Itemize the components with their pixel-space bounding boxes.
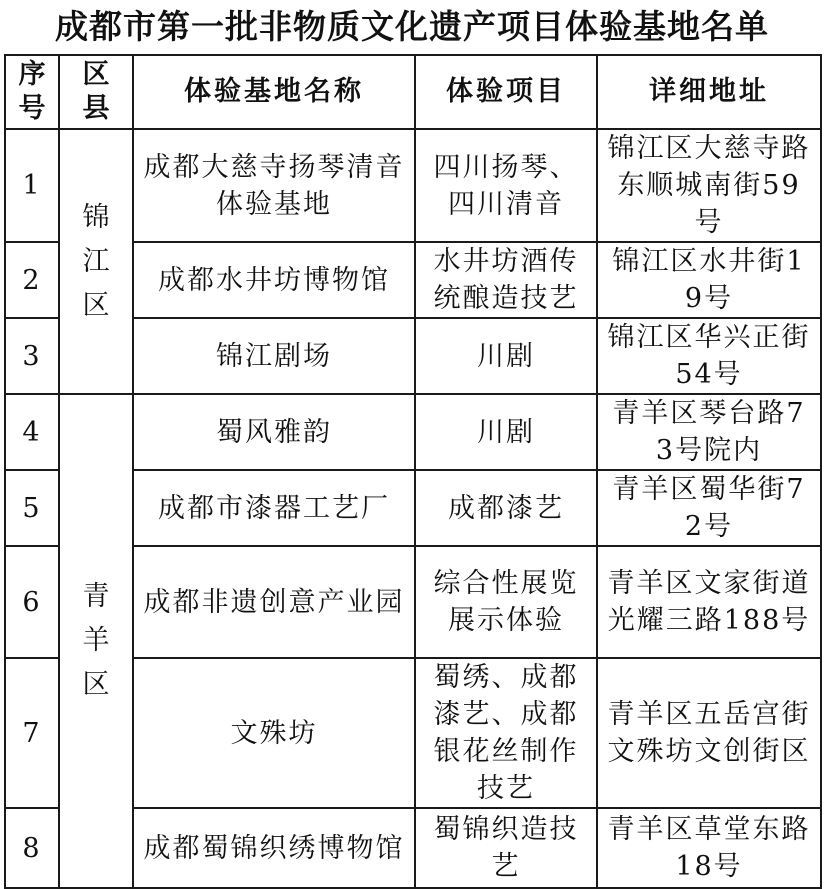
- experience-item: 水井坊酒传统酿造技艺: [415, 242, 597, 318]
- district-cell-qingyang: 青羊区: [59, 394, 133, 888]
- header-item: 体验项目: [415, 55, 597, 129]
- address: 青羊区文家街道光耀三路188号: [597, 546, 821, 658]
- address: 青羊区五岳宫街文殊坊文创街区: [597, 658, 821, 808]
- row-number: 4: [5, 394, 59, 470]
- experience-item: 四川扬琴、四川清音: [415, 129, 597, 242]
- experience-base-table: [4, 54, 822, 889]
- header-district: 区县: [59, 55, 133, 129]
- row-number: 7: [5, 658, 59, 808]
- row-number: 8: [5, 808, 59, 888]
- row-number: 5: [5, 470, 59, 546]
- experience-item: 川剧: [415, 318, 597, 394]
- header-no: 序号: [5, 55, 59, 129]
- row-number: 1: [5, 129, 59, 242]
- experience-item: 蜀锦织造技艺: [415, 808, 597, 888]
- header-name: 体验基地名称: [133, 55, 415, 129]
- base-name: 成都非遗创意产业园: [133, 546, 415, 658]
- address: 锦江区水井街19号: [597, 242, 821, 318]
- row-number: 3: [5, 318, 59, 394]
- district-cell-jinjiang: 锦江区: [59, 129, 133, 394]
- experience-item: 综合性展览展示体验: [415, 546, 597, 658]
- address: 青羊区草堂东路18号: [597, 808, 821, 888]
- table-header-row: [5, 55, 821, 129]
- address: 青羊区蜀华街72号: [597, 470, 821, 546]
- experience-item: 川剧: [415, 394, 597, 470]
- address: 青羊区琴台路73号院内: [597, 394, 821, 470]
- table-row: [5, 394, 821, 470]
- base-name: 成都蜀锦织绣博物馆: [133, 808, 415, 888]
- base-name: 锦江剧场: [133, 318, 415, 394]
- row-number: 6: [5, 546, 59, 658]
- address: 锦江区华兴正街54号: [597, 318, 821, 394]
- experience-item: 蜀绣、成都漆艺、成都银花丝制作技艺: [415, 658, 597, 808]
- base-name: 成都市漆器工艺厂: [133, 470, 415, 546]
- header-address: 详细地址: [597, 55, 821, 129]
- experience-item: 成都漆艺: [415, 470, 597, 546]
- base-name: 文殊坊: [133, 658, 415, 808]
- address: 锦江区大慈寺路东顺城南街59号: [597, 129, 821, 242]
- base-name: 成都水井坊博物馆: [133, 242, 415, 318]
- table-row: [5, 129, 821, 242]
- document-title: 成都市第一批非物质文化遗产项目体验基地名单: [55, 7, 769, 46]
- base-name: 成都大慈寺扬琴清音体验基地: [133, 129, 415, 242]
- base-name: 蜀风雅韵: [133, 394, 415, 470]
- row-number: 2: [5, 242, 59, 318]
